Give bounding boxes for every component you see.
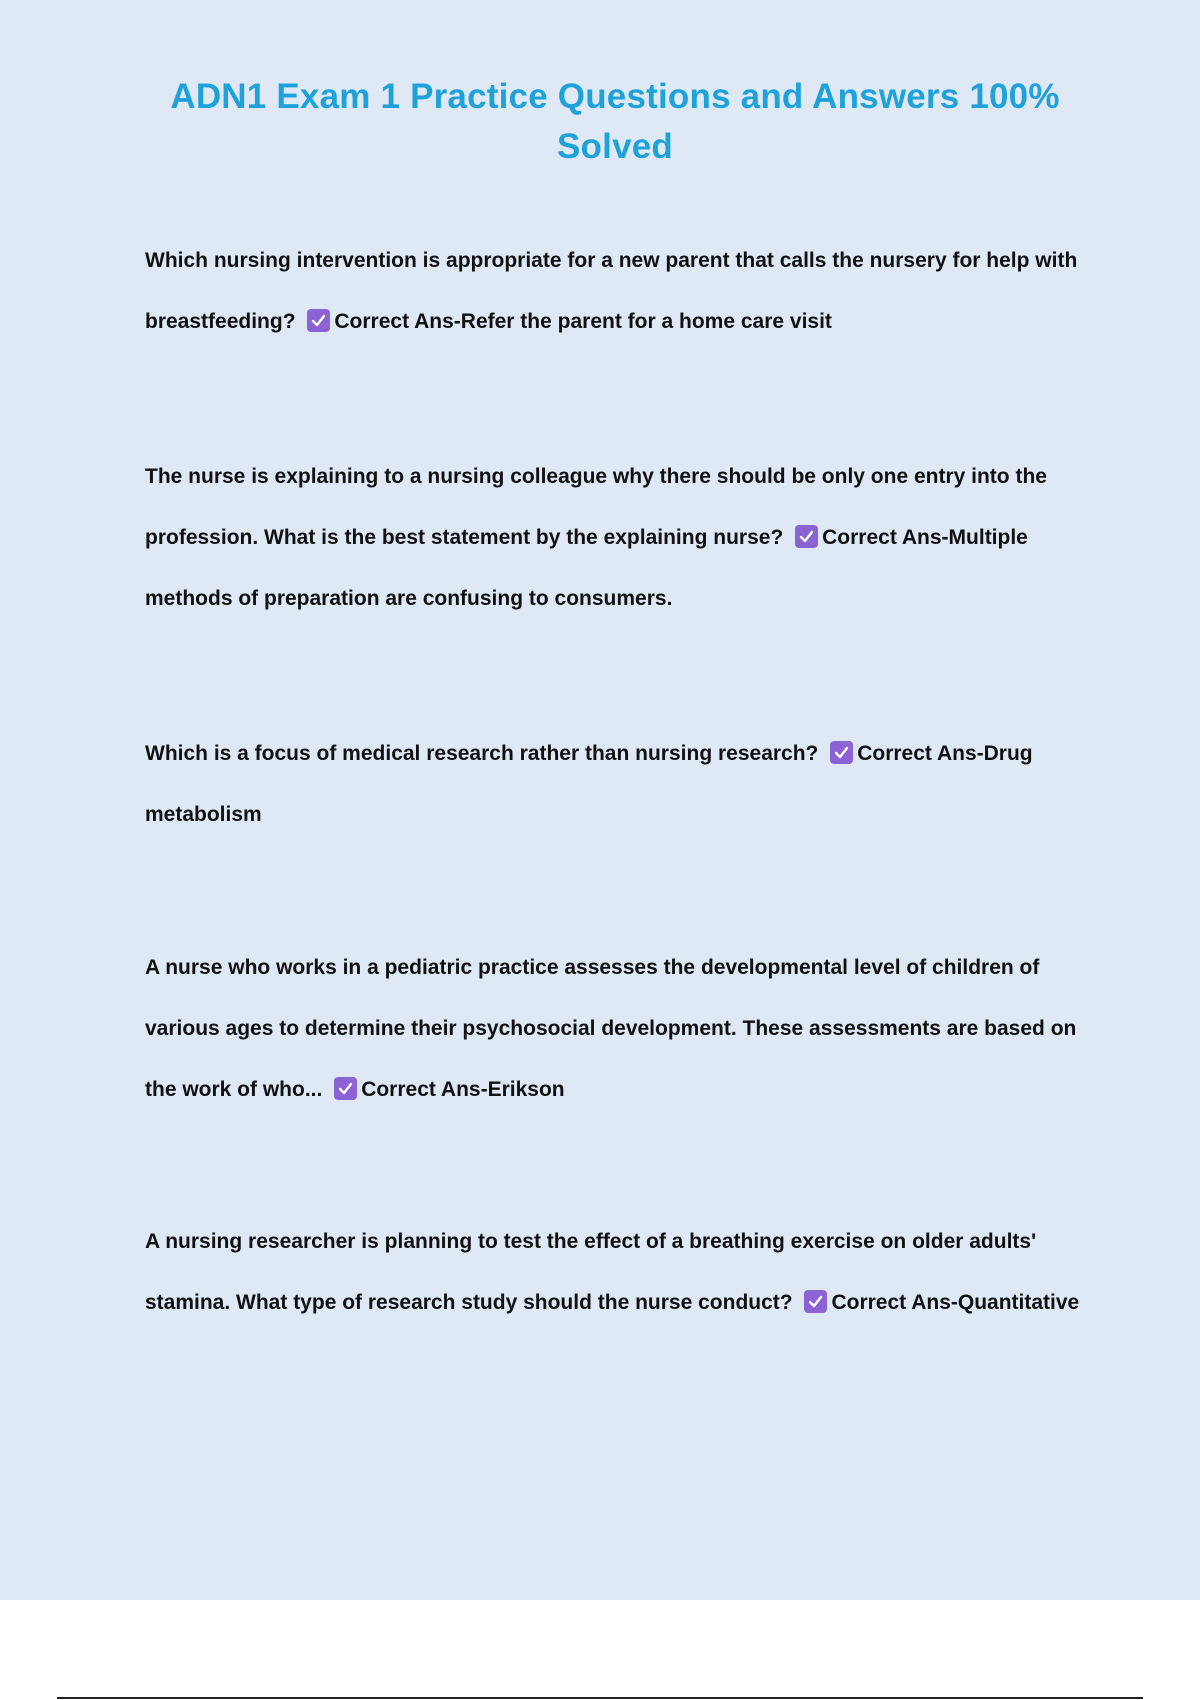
answer-text: Correct Ans-Quantitative [831,1291,1080,1314]
qa-item [145,230,1095,352]
answer-text: Correct Ans-Multiple methods of preparation are confusing to consumers. [145,526,1028,610]
footer-divider [57,1697,1143,1699]
qa-item [145,1211,1095,1333]
qa-item [145,937,1095,1120]
answer-text: Correct Ans-Refer the parent for a home care visit [334,310,832,333]
checkbox-checked-icon [804,1290,827,1313]
answer-text: Correct Ans-Erikson [361,1078,565,1101]
checkbox-checked-icon [830,741,853,764]
qa-item [145,446,1095,629]
question-text: The nurse is explaining to a nursing colleague why there should be only one entry into the profession. What is the best statement by the explaining nurse? [145,465,1047,549]
question-text: Which nursing intervention is appropriate for a new parent that calls the nursery for help with breastfeeding? [145,249,1078,333]
qa-item [145,723,1095,845]
question-text: Which is a focus of medical research rather than nursing research? [145,742,819,765]
checkbox-checked-icon [795,525,818,548]
question-text: A nursing researcher is planning to test the effect of a breathing exercise on older adults' stamina. What type of research study should the nurse conduct? [145,1230,1037,1314]
answer-text: Correct Ans-Drug metabolism [145,742,1033,826]
document-title: ADN1 Exam 1 Practice Questions and Answers 100% Solved [170,77,1060,166]
checkbox-checked-icon [334,1077,357,1100]
checkbox-checked-icon [307,309,330,332]
question-text: A nurse who works in a pediatric practice assesses the developmental level of children of various ages to determine their psychosocial development. These assessments are based on the work of who... [145,956,1077,1101]
